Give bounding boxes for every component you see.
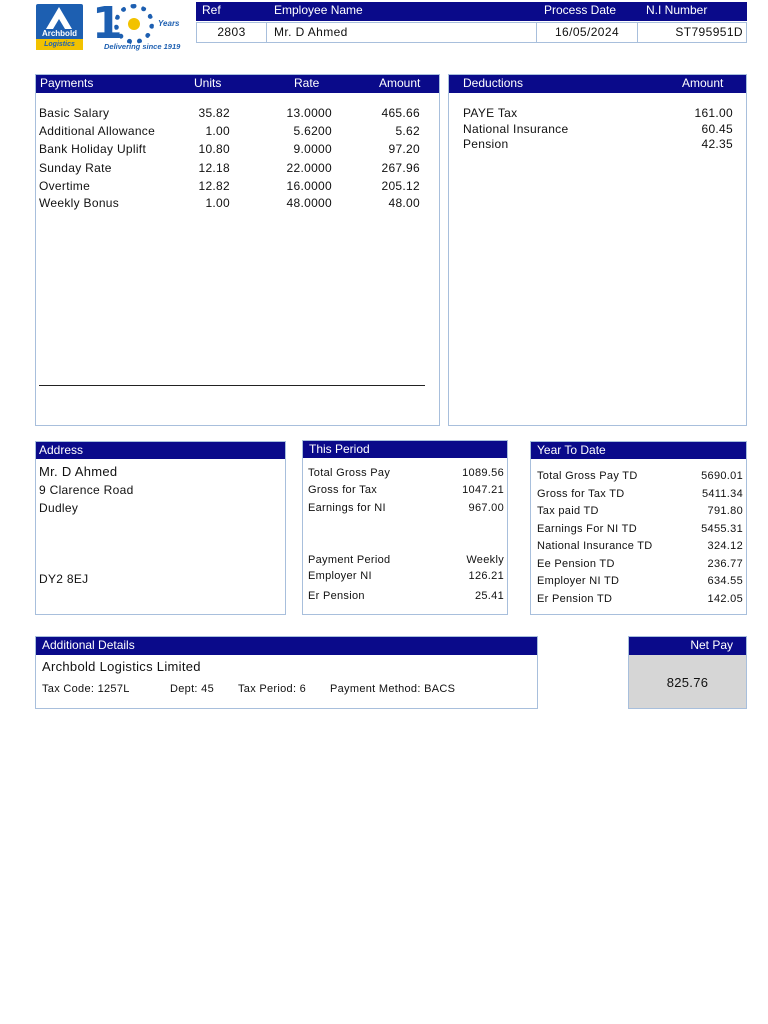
earn-ni-value: 967.00 xyxy=(468,502,504,514)
logo-brand-sub: Logistics xyxy=(36,39,83,50)
deduction-row xyxy=(463,106,733,121)
address-line1: 9 Clarence Road xyxy=(39,483,134,497)
payment-method: Payment Method: BACS xyxy=(330,683,456,695)
deduction-row xyxy=(463,137,733,152)
payment-amount: 267.96 xyxy=(381,161,420,175)
employer-ni-value: 126.21 xyxy=(468,570,504,582)
employer-ni-label: Employer NI xyxy=(308,570,372,582)
payment-row xyxy=(39,196,429,212)
payment-amount: 5.62 xyxy=(395,124,420,138)
net-pay-header xyxy=(629,637,746,655)
ytd-value: 791.80 xyxy=(707,505,743,517)
net-pay-heading: Net Pay xyxy=(690,638,733,652)
deduction-amount: 161.00 xyxy=(694,106,733,120)
logo-tagline: Delivering since 1919 xyxy=(104,42,181,51)
ytd-row xyxy=(537,470,743,485)
ytd-label: Tax paid TD xyxy=(537,505,599,517)
ytd-value: 634.55 xyxy=(707,575,743,587)
company-name: Archbold Logistics Limited xyxy=(42,659,201,674)
ytd-label: Er Pension TD xyxy=(537,592,613,605)
logo-years: Years xyxy=(158,19,180,28)
payment-units: 12.18 xyxy=(198,161,230,175)
payments-total-rule xyxy=(39,385,425,386)
ytd-label: Earnings For NI TD xyxy=(537,522,637,535)
centenary-mark: 1 xyxy=(92,0,121,49)
payment-row xyxy=(39,106,429,122)
payment-units: 1.00 xyxy=(205,196,230,210)
employee-name-value: Mr. D Ahmed xyxy=(274,25,348,39)
ytd-header xyxy=(531,442,746,459)
payment-desc: Bank Holiday Uplift xyxy=(39,142,147,156)
deduction-row xyxy=(463,122,733,137)
payment-period-value: Weekly xyxy=(466,554,504,566)
payment-amount: 465.66 xyxy=(381,106,420,120)
total-gross-value: 1089.56 xyxy=(462,467,504,479)
ytd-row xyxy=(537,593,743,608)
archbold-shield-logo xyxy=(36,4,83,50)
deduction-desc: Pension xyxy=(463,137,509,151)
deduction-amount: 42.35 xyxy=(701,137,733,151)
ytd-row xyxy=(537,575,743,590)
payment-units: 1.00 xyxy=(205,124,230,138)
address-header xyxy=(36,442,285,459)
ytd-label: Total Gross Pay TD xyxy=(537,470,638,482)
ytd-value: 142.05 xyxy=(707,592,743,605)
payment-desc: Additional Allowance xyxy=(39,124,156,138)
payment-period-label: Payment Period xyxy=(308,554,391,566)
year-to-date-panel xyxy=(530,441,747,615)
ytd-row xyxy=(537,523,743,538)
ytd-label: Ee Pension TD xyxy=(537,557,615,570)
gross-tax-value: 1047.21 xyxy=(462,484,504,496)
process-date-label: Process Date xyxy=(544,3,617,17)
ref-label: Ref xyxy=(202,3,221,17)
payment-units: 10.80 xyxy=(198,142,230,156)
address-name: Mr. D Ahmed xyxy=(39,464,118,479)
ytd-value: 5690.01 xyxy=(701,470,743,482)
payment-amount: 97.20 xyxy=(388,142,420,156)
payment-rate: 16.0000 xyxy=(286,179,332,193)
ytd-row xyxy=(537,488,743,503)
total-gross-label: Total Gross Pay xyxy=(308,467,391,479)
er-pension-value: 25.41 xyxy=(474,590,504,602)
payment-amount: 205.12 xyxy=(381,179,420,193)
payment-rate: 48.0000 xyxy=(286,196,332,210)
ytd-value: 236.77 xyxy=(707,557,743,570)
payment-rate: 9.0000 xyxy=(293,142,332,156)
deductions-header xyxy=(449,75,746,93)
payment-desc: Basic Salary xyxy=(39,106,110,120)
address-postcode: DY2 8EJ xyxy=(39,572,89,586)
er-pension-label: Er Pension xyxy=(308,590,365,602)
address-panel xyxy=(35,441,286,615)
payments-col-desc: Payments xyxy=(40,76,94,90)
this-period-heading: This Period xyxy=(309,442,370,456)
deductions-col-amount: Amount xyxy=(682,76,724,90)
deductions-panel xyxy=(448,74,747,426)
payments-col-rate: Rate xyxy=(294,76,320,90)
payment-units: 12.82 xyxy=(198,179,230,193)
logo-brand: Archbold xyxy=(41,29,78,38)
payment-desc: Overtime xyxy=(39,179,91,193)
payment-row xyxy=(39,142,429,158)
additional-details-header xyxy=(36,637,537,655)
payment-row xyxy=(39,161,429,177)
employee-name-label: Employee Name xyxy=(274,3,363,17)
payment-rate: 5.6200 xyxy=(293,124,332,138)
ytd-value: 5411.34 xyxy=(701,487,743,500)
employee-header-bar xyxy=(196,2,747,21)
ytd-value: 324.12 xyxy=(707,540,743,552)
net-pay-panel xyxy=(628,636,747,709)
ni-number-label: N.I Number xyxy=(646,3,708,17)
department: Dept: 45 xyxy=(170,683,214,695)
deduction-desc: PAYE Tax xyxy=(463,106,518,120)
tax-period: Tax Period: 6 xyxy=(238,683,307,695)
ytd-heading: Year To Date xyxy=(537,443,606,457)
ytd-row xyxy=(537,558,743,573)
additional-details-heading: Additional Details xyxy=(42,638,135,652)
payments-panel xyxy=(35,74,440,426)
ytd-row xyxy=(537,505,743,520)
ni-number-value: ST795951D xyxy=(675,25,743,39)
address-heading: Address xyxy=(39,443,84,457)
deduction-amount: 60.45 xyxy=(701,122,733,136)
payments-col-units: Units xyxy=(194,76,222,90)
company-logo xyxy=(36,0,186,52)
tax-code: Tax Code: 1257L xyxy=(42,683,130,695)
sun-icon xyxy=(114,4,154,44)
ytd-label: Employer NI TD xyxy=(537,575,620,587)
ytd-label: National Insurance TD xyxy=(537,540,653,552)
payment-desc: Weekly Bonus xyxy=(39,196,120,210)
deduction-desc: National Insurance xyxy=(463,122,569,136)
deductions-col-desc: Deductions xyxy=(463,76,524,90)
this-period-header xyxy=(303,441,507,458)
payments-col-amount: Amount xyxy=(379,76,421,90)
ytd-value: 5455.31 xyxy=(701,522,743,535)
net-pay-value: 825.76 xyxy=(666,675,709,690)
payment-row xyxy=(39,124,429,140)
payments-header xyxy=(36,75,439,93)
ytd-label: Gross for Tax TD xyxy=(537,487,625,500)
earn-ni-label: Earnings for NI xyxy=(308,502,386,514)
additional-details-panel xyxy=(35,636,538,709)
payment-rate: 22.0000 xyxy=(286,161,332,175)
payment-row xyxy=(39,179,429,195)
ref-value: 2803 xyxy=(217,25,246,39)
process-date-value: 16/05/2024 xyxy=(554,25,620,39)
address-line2: Dudley xyxy=(39,501,79,515)
this-period-panel xyxy=(302,440,508,615)
payment-desc: Sunday Rate xyxy=(39,161,112,175)
payment-amount: 48.00 xyxy=(388,196,420,210)
payment-rate: 13.0000 xyxy=(286,106,332,120)
employee-header-values xyxy=(196,22,747,43)
ytd-row xyxy=(537,540,743,555)
gross-tax-label: Gross for Tax xyxy=(308,484,378,496)
payment-units: 35.82 xyxy=(198,106,230,120)
